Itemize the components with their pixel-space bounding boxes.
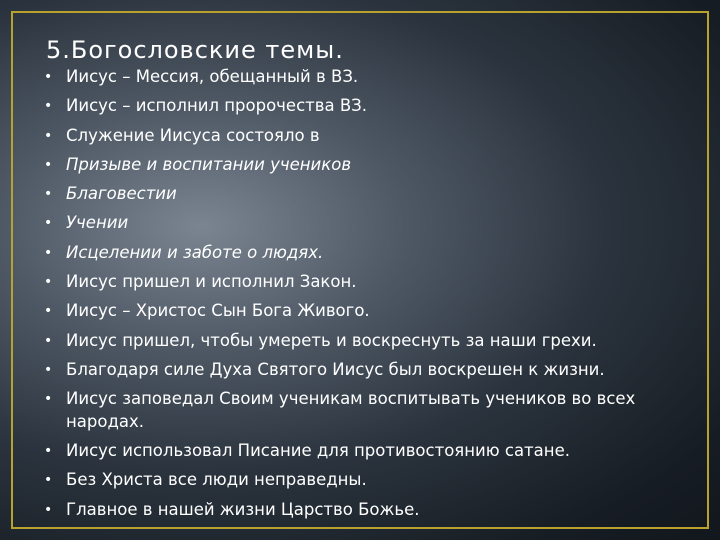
bullet-list <box>44 66 684 528</box>
bullet-text: Иисус пришел, чтобы умереть и воскреснуть за наши грехи. <box>66 330 597 350</box>
bullet-item <box>44 95 684 118</box>
bullet-item <box>44 125 684 148</box>
bullet-icon: • <box>44 156 53 173</box>
bullet-text: Иисус использовал Писание для противостоянию сатане. <box>66 441 570 461</box>
bullet-icon: • <box>44 98 53 115</box>
bullet-icon: • <box>44 303 53 320</box>
bullet-item <box>44 183 684 206</box>
bullet-icon: • <box>44 274 53 291</box>
bullet-icon: • <box>44 69 53 85</box>
bullet-item <box>44 271 684 294</box>
bullet-item <box>44 499 684 522</box>
bullet-icon: • <box>44 186 53 203</box>
bullet-item <box>44 242 684 265</box>
bullet-item <box>44 300 684 323</box>
bullet-text: Иисус – исполнил пророчества ВЗ. <box>66 96 367 116</box>
bullet-item <box>44 388 684 433</box>
bullet-item <box>44 66 684 89</box>
bullet-icon: • <box>44 332 53 349</box>
bullet-icon: • <box>44 472 53 489</box>
bullet-text: Иисус заповедал Своим ученикам воспитывать учеников во всех народах. <box>66 389 636 431</box>
bullet-text: Иисус пришел и исполнил Закон. <box>66 272 357 292</box>
bullet-icon: • <box>44 501 53 518</box>
bullet-item <box>44 212 684 235</box>
bullet-icon: • <box>44 361 53 378</box>
bullet-icon: • <box>44 215 53 232</box>
bullet-text: Без Христа все люди неправедны. <box>66 470 367 490</box>
bullet-icon: • <box>44 127 53 144</box>
bullet-icon: • <box>44 244 53 261</box>
bullet-text: Исцелении и заботе о людях. <box>66 242 324 262</box>
bullet-icon: • <box>44 391 53 408</box>
bullet-item <box>44 330 684 353</box>
slide-title: 5.Богословские темы. <box>46 36 344 64</box>
bullet-item <box>44 154 684 177</box>
bullet-item <box>44 469 684 492</box>
bullet-text: Учении <box>66 213 129 233</box>
bullet-item <box>44 359 684 382</box>
bullet-text: Иисус – Христос Сын Бога Живого. <box>66 301 370 321</box>
bullet-text: Призыве и воспитании учеников <box>66 154 352 174</box>
bullet-text: Благовестии <box>66 184 177 204</box>
bullet-text: Иисус – Мессия, обещанный в ВЗ. <box>66 67 359 86</box>
bullet-icon: • <box>44 443 53 460</box>
bullet-text: Служение Иисуса состояло в <box>66 125 320 145</box>
bullet-text: Главное в нашей жизни Царство Божье. <box>66 499 420 519</box>
bullet-text: Благодаря силе Духа Святого Иисус был воскрешен к жизни. <box>66 359 605 379</box>
bullet-item <box>44 440 684 463</box>
